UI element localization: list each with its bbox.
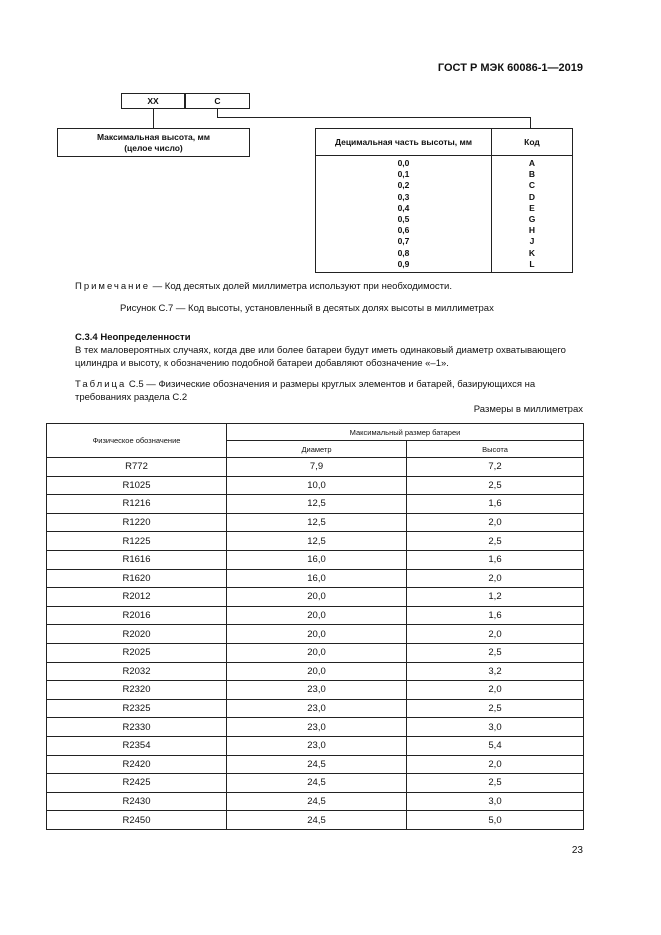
figure-note (75, 281, 452, 292)
table-row (47, 513, 584, 532)
table-row (47, 476, 584, 495)
standard-header: ГОСТ Р МЭК 60086-1—2019 (437, 62, 583, 74)
diameter-cell: 24,5 (227, 774, 407, 793)
decimal-header: Децимальная часть высоты, мм (316, 129, 492, 156)
designation-cell: R2012 (47, 588, 227, 607)
diameter-cell: 24,5 (227, 792, 407, 811)
table-row (47, 495, 584, 514)
code-cell: C (492, 180, 573, 191)
height-label-box (57, 128, 250, 157)
code-cell: E (492, 203, 573, 214)
max-size-header: Максимальный размер батареи (227, 424, 584, 441)
decimal-code-table (315, 128, 573, 273)
height-cell: 5,4 (407, 736, 584, 755)
decimal-value-cell: 0,6 (316, 225, 492, 236)
table-row (316, 180, 573, 191)
height-cell: 2,5 (407, 532, 584, 551)
height-cell: 2,5 (407, 774, 584, 793)
table-row (47, 458, 584, 477)
designation-cell: R2420 (47, 755, 227, 774)
designation-cell: R2032 (47, 662, 227, 681)
decimal-value-cell: 0,0 (316, 156, 492, 170)
diameter-cell: 10,0 (227, 476, 407, 495)
table-caption (75, 378, 583, 404)
table-row (316, 203, 573, 214)
table-row (47, 588, 584, 607)
height-cell: 5,0 (407, 811, 584, 830)
code-cell: B (492, 169, 573, 180)
height-header: Высота (407, 441, 584, 458)
height-cell: 2,0 (407, 681, 584, 700)
table-row (316, 214, 573, 225)
designation-cell: R2025 (47, 643, 227, 662)
height-label-line2: (целое число) (124, 142, 183, 153)
height-cell: 1,6 (407, 606, 584, 625)
designation-cell: R2330 (47, 718, 227, 737)
diameter-cell: 20,0 (227, 643, 407, 662)
decimal-value-cell: 0,9 (316, 259, 492, 273)
designation-cell: R2425 (47, 774, 227, 793)
height-cell: 2,0 (407, 513, 584, 532)
code-cell: L (492, 259, 573, 273)
height-cell: 3,2 (407, 662, 584, 681)
decimal-value-cell: 0,7 (316, 236, 492, 247)
code-header: Код (492, 129, 573, 156)
decimal-value-cell: 0,8 (316, 248, 492, 259)
table-row (47, 792, 584, 811)
height-cell: 1,6 (407, 495, 584, 514)
code-cell: D (492, 192, 573, 203)
dimensions-table (46, 423, 584, 830)
height-cell: 2,5 (407, 643, 584, 662)
height-cell: 2,0 (407, 625, 584, 644)
diameter-cell: 23,0 (227, 718, 407, 737)
decimal-value-cell: 0,5 (316, 214, 492, 225)
designation-cell: R1616 (47, 550, 227, 569)
designation-cell: R1220 (47, 513, 227, 532)
connector-xx-vertical (153, 109, 154, 128)
height-cell: 1,6 (407, 550, 584, 569)
section-title: С.3.4 Неопределенности (75, 332, 191, 343)
table-row (47, 811, 584, 830)
table-row (47, 662, 584, 681)
decimal-value-cell: 0,3 (316, 192, 492, 203)
connector-code-vertical (530, 117, 531, 128)
designation-cell: R2354 (47, 736, 227, 755)
code-box-c: C (185, 93, 250, 109)
designation-cell: R2020 (47, 625, 227, 644)
height-cell: 1,2 (407, 588, 584, 607)
table-row (47, 755, 584, 774)
diameter-cell: 12,5 (227, 513, 407, 532)
designation-cell: R772 (47, 458, 227, 477)
code-cell: A (492, 156, 573, 170)
table-row (316, 259, 573, 273)
designation-cell: R1620 (47, 569, 227, 588)
designation-cell: R2430 (47, 792, 227, 811)
table-row (316, 236, 573, 247)
code-box-xx: XX (121, 93, 185, 109)
diameter-cell: 24,5 (227, 755, 407, 774)
designation-cell: R1025 (47, 476, 227, 495)
table-row (47, 681, 584, 700)
height-cell: 2,0 (407, 755, 584, 774)
diameter-cell: 12,5 (227, 532, 407, 551)
note-label: Примечание (75, 281, 150, 292)
diameter-cell: 20,0 (227, 662, 407, 681)
table-caption-text: С.5 — Физические обозначения и размеры круглых элементов и батарей, базирующихся на требованиях раздела С.2 (75, 379, 536, 403)
connector-c-horizontal (217, 117, 531, 118)
designation-cell: R1216 (47, 495, 227, 514)
decimal-value-cell: 0,2 (316, 180, 492, 191)
height-cell: 2,5 (407, 699, 584, 718)
table-row (47, 550, 584, 569)
table-row (47, 774, 584, 793)
table-row (47, 606, 584, 625)
designation-cell: R2016 (47, 606, 227, 625)
table-row (47, 736, 584, 755)
diameter-cell: 23,0 (227, 681, 407, 700)
designation-cell: R2325 (47, 699, 227, 718)
designation-cell: R1225 (47, 532, 227, 551)
units-note: Размеры в миллиметрах (473, 404, 583, 415)
table-row (316, 156, 573, 170)
table-row (47, 718, 584, 737)
table-row (47, 532, 584, 551)
table-caption-label: Таблица (75, 379, 127, 390)
diameter-cell: 23,0 (227, 736, 407, 755)
diameter-cell: 7,9 (227, 458, 407, 477)
diameter-cell: 20,0 (227, 625, 407, 644)
table-row (316, 225, 573, 236)
table-row (316, 192, 573, 203)
decimal-value-cell: 0,4 (316, 203, 492, 214)
designation-cell: R2320 (47, 681, 227, 700)
designation-header: Физическое обозначение (47, 424, 227, 458)
table-row (316, 169, 573, 180)
decimal-code-body (316, 156, 573, 273)
diameter-cell: 20,0 (227, 588, 407, 607)
dimensions-body (47, 458, 584, 830)
designation-cell: R2450 (47, 811, 227, 830)
table-row (316, 248, 573, 259)
diameter-cell: 16,0 (227, 550, 407, 569)
table-row (47, 699, 584, 718)
code-cell: K (492, 248, 573, 259)
height-cell: 3,0 (407, 792, 584, 811)
note-text: — Код десятых долей миллиметра используют при необходимости. (150, 281, 452, 292)
page-number: 23 (571, 845, 583, 856)
table-row (47, 569, 584, 588)
diameter-cell: 20,0 (227, 606, 407, 625)
code-cell: G (492, 214, 573, 225)
decimal-value-cell: 0,1 (316, 169, 492, 180)
height-cell: 3,0 (407, 718, 584, 737)
diameter-header: Диаметр (227, 441, 407, 458)
height-cell: 7,2 (407, 458, 584, 477)
table-row (47, 625, 584, 644)
diameter-cell: 23,0 (227, 699, 407, 718)
diameter-cell: 16,0 (227, 569, 407, 588)
table-row (47, 643, 584, 662)
height-cell: 2,5 (407, 476, 584, 495)
section-paragraph: В тех маловероятных случаях, когда две или более батареи будут иметь одинаковый диаметр охватывающего цилиндра и высоту, к обозначению подобной батареи добавляют обозначение «–1». (75, 345, 566, 369)
diameter-cell: 24,5 (227, 811, 407, 830)
code-cell: J (492, 236, 573, 247)
height-cell: 2,0 (407, 569, 584, 588)
height-label-line1: Максимальная высота, мм (96, 131, 211, 142)
figure-caption: Рисунок С.7 — Код высоты, установленный в десятых долях высоты в миллиметрах (120, 303, 494, 314)
diameter-cell: 12,5 (227, 495, 407, 514)
code-cell: H (492, 225, 573, 236)
